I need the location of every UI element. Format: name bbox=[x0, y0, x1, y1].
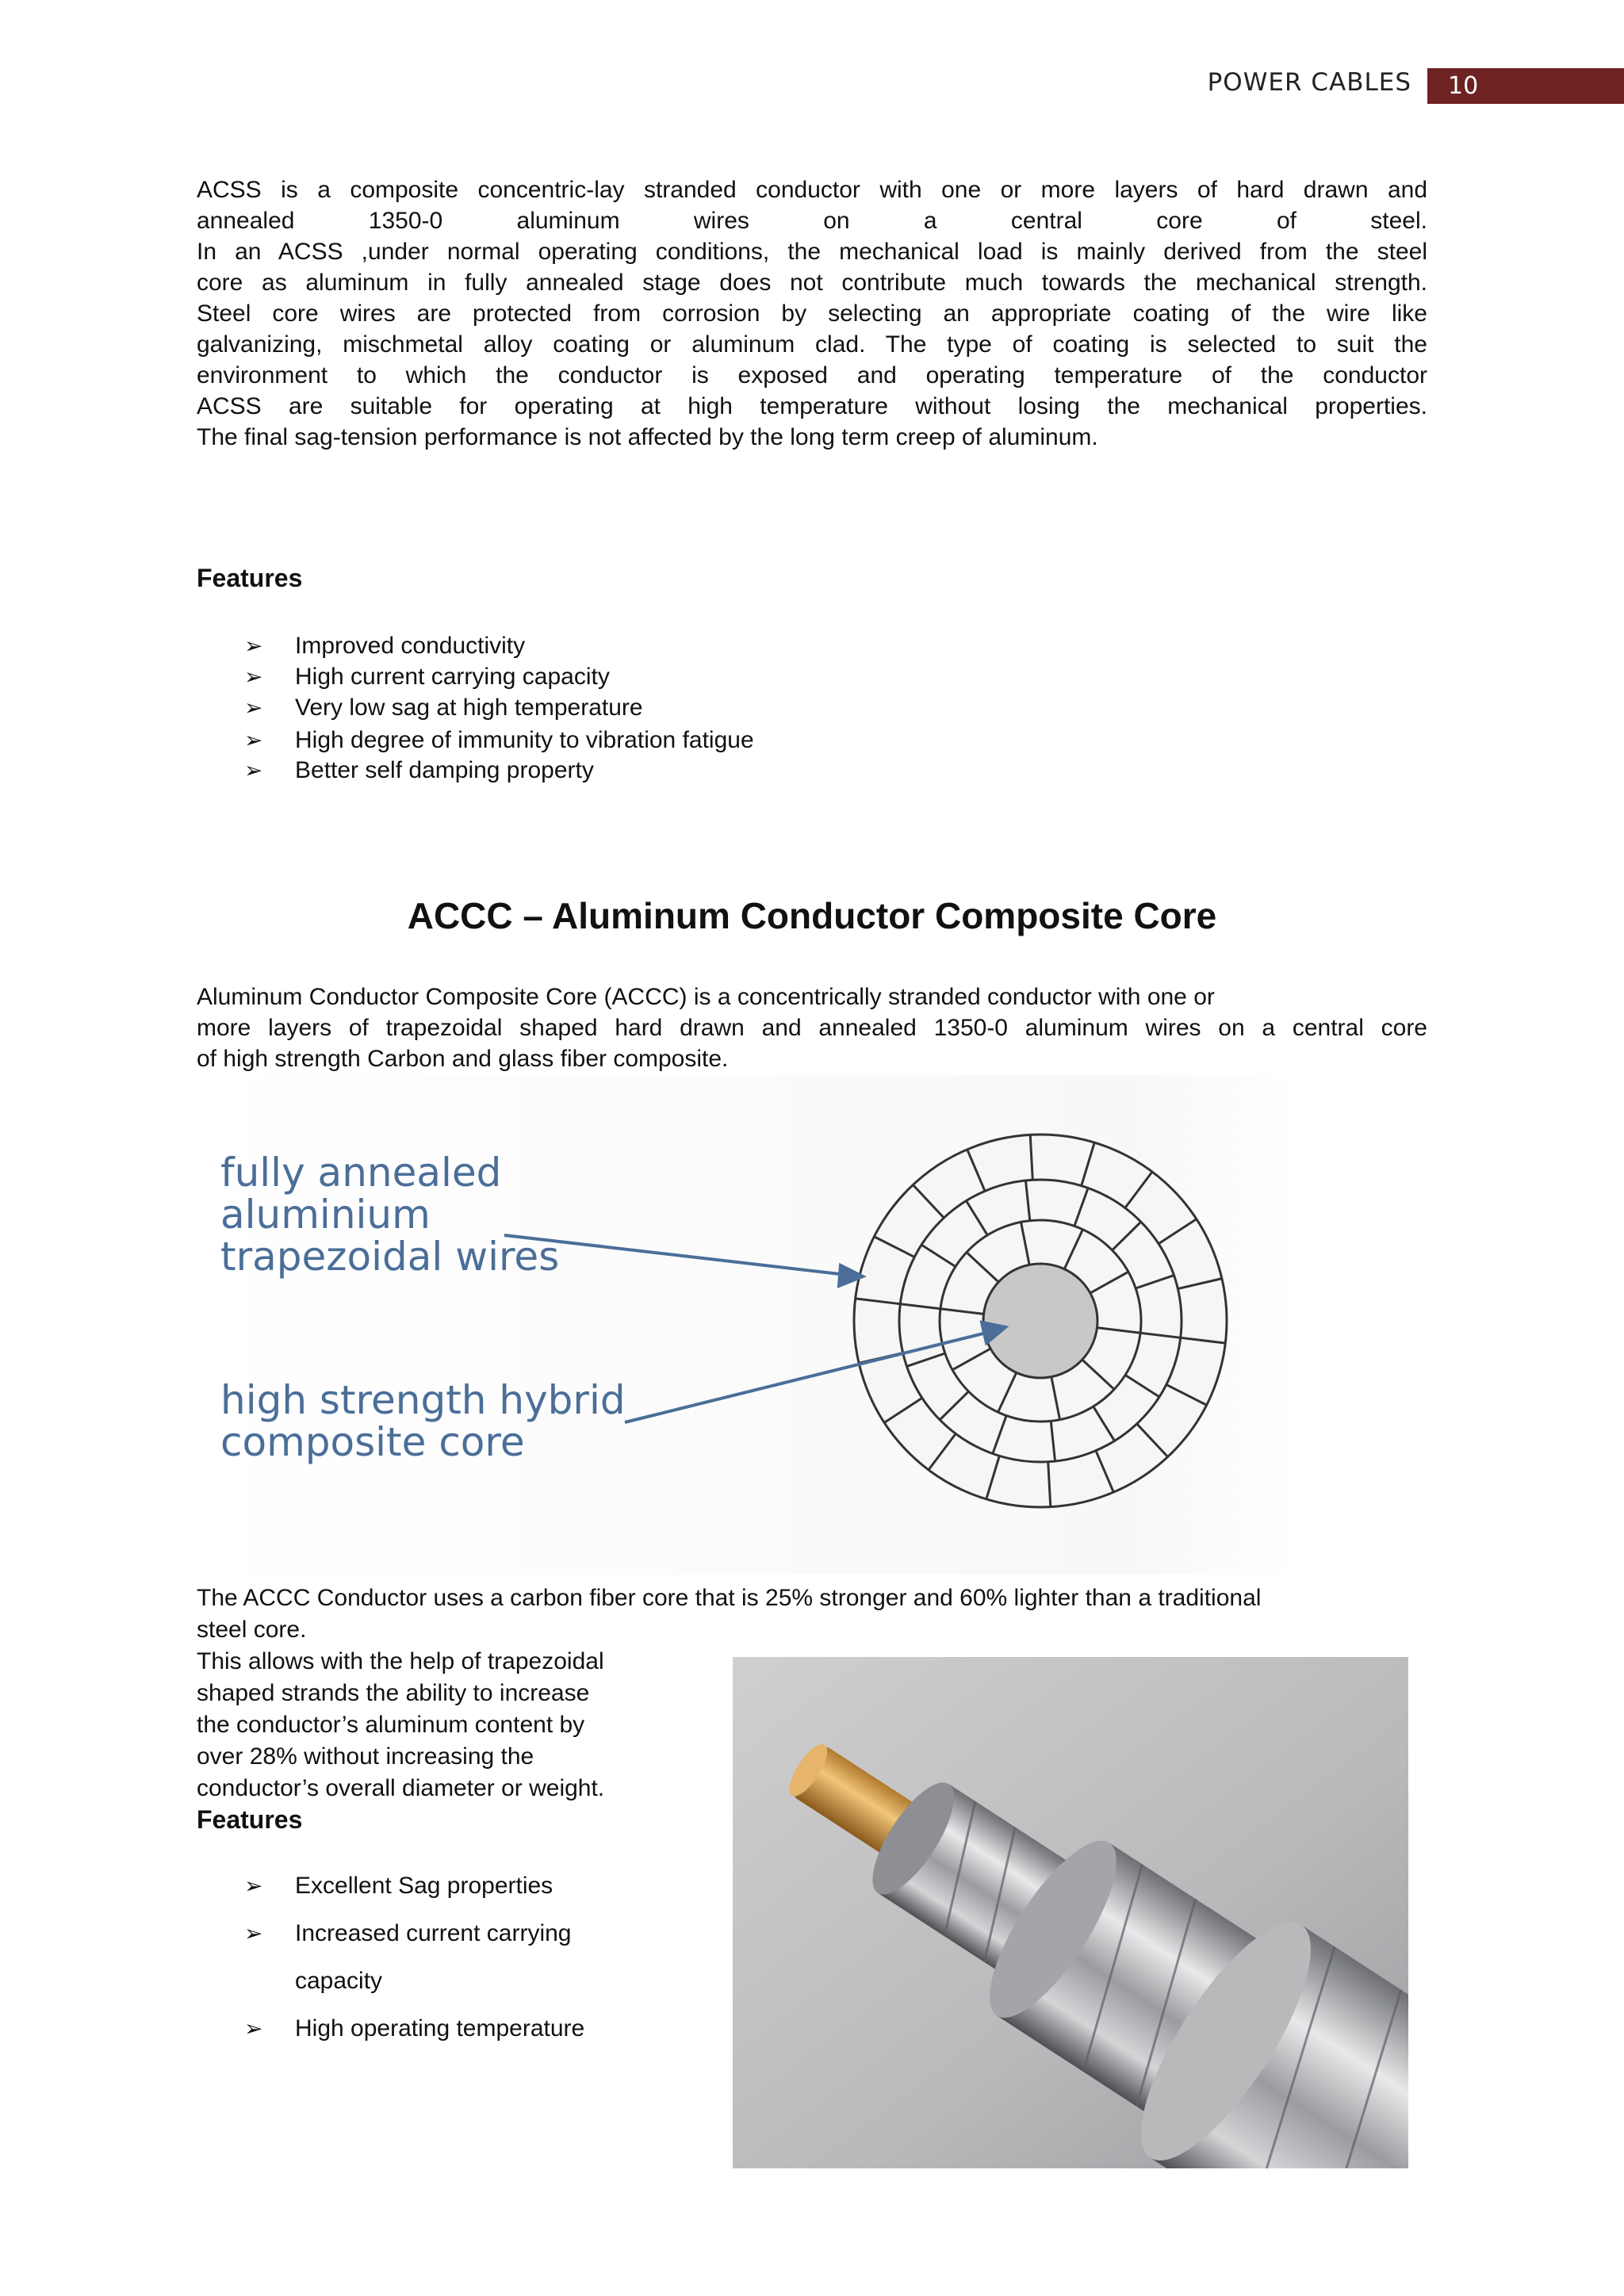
list-item: ➢ Increased current carrying bbox=[244, 1920, 572, 1946]
label-wires-line: fully annealed bbox=[220, 1150, 502, 1196]
arrow-bullet-icon: ➢ bbox=[244, 728, 263, 752]
label-core-line: composite core bbox=[220, 1419, 525, 1465]
accc-side-line: conductor’s overall diameter or weight. bbox=[197, 1775, 605, 1801]
acss-features-heading: Features bbox=[197, 564, 303, 592]
label-wires-line: trapezoidal wires bbox=[220, 1234, 560, 1280]
label-core-line: high strength hybrid bbox=[220, 1377, 626, 1423]
accc-intro-line: more layers of trapezoidal shaped hard drawn and annealed 1350-0 aluminum wires on a central core bbox=[197, 1015, 1427, 1041]
acss-features-list bbox=[244, 633, 754, 788]
accc-side-line: shaped strands the ability to increase bbox=[197, 1680, 590, 1706]
accc-conductor-photo bbox=[733, 1657, 1408, 2168]
accc-side-line: the conductor’s aluminum content by bbox=[197, 1712, 585, 1738]
accc-body-line: The ACCC Conductor uses a carbon fiber core that is 25% stronger and 60% lighter than a traditional bbox=[197, 1585, 1262, 1611]
arrow-bullet-icon: ➢ bbox=[244, 2016, 263, 2041]
arrow-bullet-icon: ➢ bbox=[244, 664, 263, 689]
arrow-bullet-icon: ➢ bbox=[244, 758, 263, 783]
section-title: ACCC – Aluminum Conductor Composite Core bbox=[407, 895, 1217, 936]
list-item: ➢ Excellent Sag properties bbox=[244, 1873, 553, 1899]
page-number: 10 bbox=[1427, 68, 1624, 104]
accc-features-heading: Features bbox=[197, 1805, 303, 1834]
label-wires-line: aluminium bbox=[220, 1192, 431, 1238]
list-item: ➢ High degree of immunity to vibration fatigue bbox=[244, 727, 754, 753]
accc-intro-line: Aluminum Conductor Composite Core (ACCC) is a concentrically stranded conductor with one or bbox=[197, 984, 1215, 1010]
acss-line: Steel core wires are protected from corrosion by selecting an appropriate coating of the wire like bbox=[197, 300, 1427, 327]
conductor-cross-section-diagram bbox=[197, 1075, 1294, 1575]
arrow-bullet-icon: ➢ bbox=[244, 1873, 263, 1898]
acss-line: core as aluminum in fully annealed stage does not contribute much towards the mechanical strength. bbox=[197, 270, 1427, 296]
list-item: ➢ Very low sag at high temperature bbox=[244, 695, 643, 721]
accc-side-line: This allows with the help of trapezoidal bbox=[197, 1648, 604, 1674]
acss-line: galvanizing, mischmetal alloy coating or aluminum clad. The type of coating is selected to suit the bbox=[197, 331, 1427, 358]
acss-line: ACSS are suitable for operating at high temperature without losing the mechanical properties. bbox=[197, 393, 1427, 419]
accc-intro-line: of high strength Carbon and glass fiber composite. bbox=[197, 1046, 729, 1072]
arrow-bullet-icon: ➢ bbox=[244, 695, 263, 720]
accc-body-line: steel core. bbox=[197, 1617, 307, 1643]
acss-line: In an ACSS ,under normal operating conditions, the mechanical load is mainly derived from the steel bbox=[197, 239, 1427, 265]
acss-line: The final sag-tension performance is not affected by the long term creep of aluminum. bbox=[197, 424, 1098, 450]
list-item: ➢ High operating temperature bbox=[244, 2015, 585, 2042]
acss-line: environment to which the conductor is exposed and operating temperature of the conductor bbox=[197, 362, 1427, 388]
arrow-bullet-icon: ➢ bbox=[244, 1921, 263, 1946]
list-item: ➢ Improved conductivity bbox=[244, 633, 526, 659]
acss-line: ACSS is a composite concentric-lay stranded conductor with one or more layers of hard drawn and bbox=[197, 177, 1427, 203]
list-item: ➢ Better self damping property bbox=[244, 757, 594, 783]
acss-line: annealed 1350-0 aluminum wires on a central core of steel. bbox=[197, 208, 1427, 234]
running-header-title: POWER CABLES bbox=[1207, 68, 1411, 97]
accc-side-line: over 28% without increasing the bbox=[197, 1743, 534, 1770]
arrow-bullet-icon: ➢ bbox=[244, 633, 263, 658]
accc-features-list bbox=[244, 1873, 584, 2063]
cross-section-rings bbox=[854, 1135, 1227, 1507]
list-item: ➢ High current carrying capacity bbox=[244, 664, 610, 690]
list-item-continuation: capacity bbox=[295, 1968, 383, 1994]
